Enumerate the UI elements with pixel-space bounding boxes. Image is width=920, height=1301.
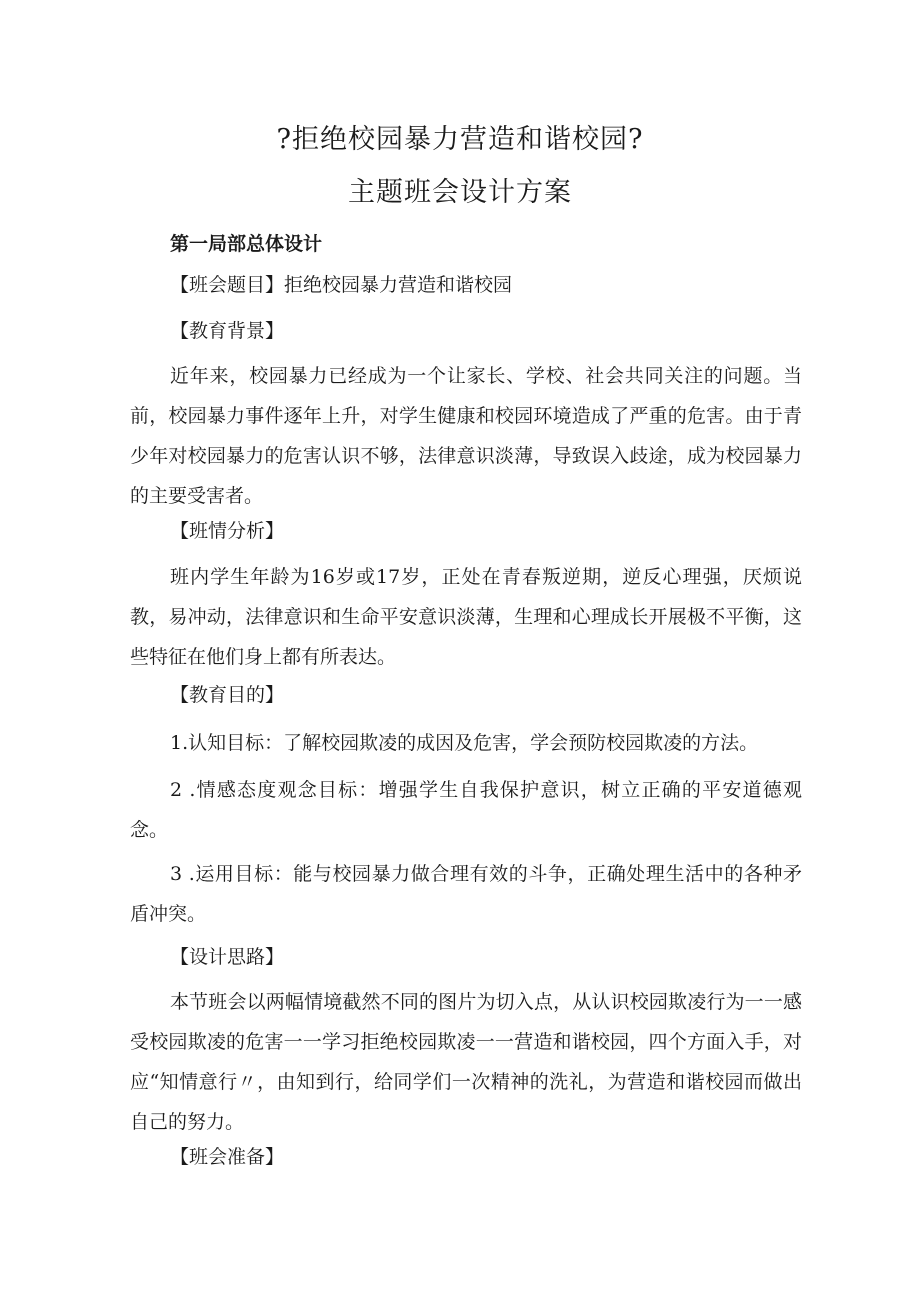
class-analysis-paragraph: 班内学生年龄为16岁或17岁，正处在青春叛逆期，逆反心理强，厌烦说教，易冲动，法律意识和生命平安意识淡薄，生理和心理成长开展极不平衡，这些特征在他们身上都有所表达。: [130, 566, 802, 668]
class-analysis-heading: 【班情分析】: [170, 520, 285, 542]
class-prep-heading: 【班会准备】: [170, 1146, 285, 1168]
design-idea-paragraph: 本节班会以两幅情境截然不同的图片为切入点，从认识校园欺凌行为一一感受校园欺凌的危害一一学习拒绝校园欺凌一一营造和谐校园，四个方面入手，对应“知情意行〃，由知到行，给同学们一次精神的洗礼，为营造和谐校园而做出自己的努力。: [130, 991, 802, 1133]
edu-background-paragraph: 近年来，校园暴力已经成为一个让家长、学校、社会共同关注的问题。当前，校园暴力事件逐年上升，对学生健康和校园环境造成了严重的危害。由于青少年对校园暴力的危害认识不够，法律意识淡薄，导致误入歧途，成为校园暴力的主要受害者。: [130, 365, 802, 507]
edu-background-heading: 【教育背景】: [170, 320, 285, 342]
document-title: ?拒绝校园暴力营造和谐校园?: [276, 124, 644, 155]
class-topic: 【班会题目】拒绝校园暴力营造和谐校园: [170, 274, 513, 296]
goal-item: 3 .运用目标：能与校园暴力做合理有效的斗争，正确处理生活中的各种矛盾冲突。: [130, 863, 802, 925]
goal-item: 1.认知目标：了解校园欺凌的成因及危害，学会预防校园欺凌的方法。: [170, 732, 759, 754]
edu-goal-heading: 【教育目的】: [170, 684, 285, 706]
goal-item: 2 .情感态度观念目标：增强学生自我保护意识，树立正确的平安道德观念。: [130, 779, 802, 841]
section-heading: 第一局部总体设计: [170, 233, 323, 255]
document-subtitle: 主题班会设计方案: [348, 177, 572, 208]
design-idea-heading: 【设计思路】: [170, 946, 285, 968]
